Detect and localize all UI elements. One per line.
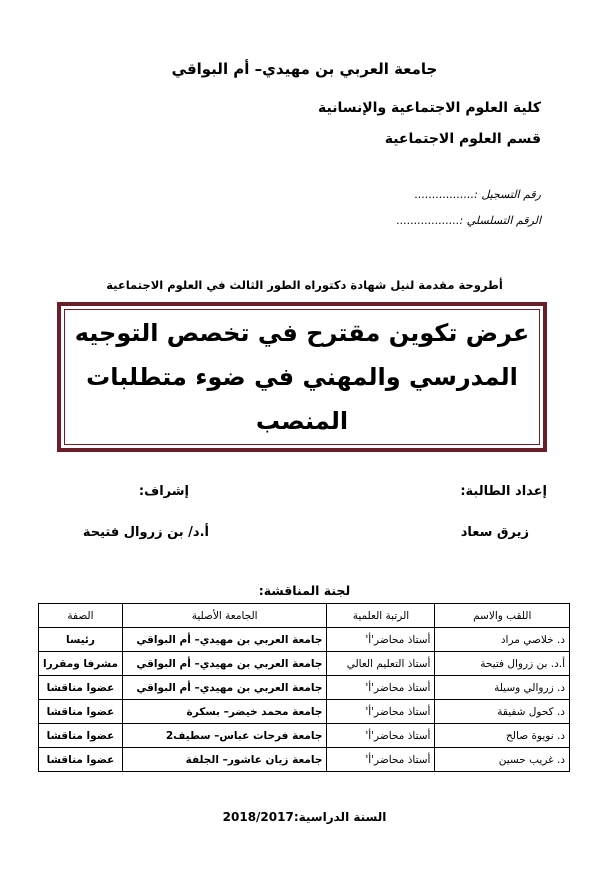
department-name: قسم العلوم الاجتماعية (384, 131, 541, 147)
member-rank: أستاذ محاضر'أ' (327, 676, 435, 700)
committee-header-row (39, 604, 570, 628)
committee-title: لجنة المناقشة: (258, 583, 351, 598)
member-name: د. كحول شفيقة (435, 700, 570, 724)
member-role: عضوا مناقشا (39, 748, 123, 772)
student-label: إعداد الطالبة: (460, 484, 547, 499)
member-name: د. نويوة صالح (435, 724, 570, 748)
member-rank: أستاذ محاضر'أ' (327, 628, 435, 652)
member-university: جامعة فرحات عباس– سطيف2 (122, 724, 326, 748)
member-university: جامعة العربي بن مهيدي– أم البواقي (122, 652, 326, 676)
serial-number: الرقم التسلسلي :.................. (396, 214, 541, 227)
member-role: رئيسا (39, 628, 123, 652)
member-name: د. خلاصي مراد (435, 628, 570, 652)
university-name: جامعة العربي بن مهيدي– أم البواقي (171, 60, 438, 78)
table-row (39, 724, 570, 748)
committee-table (38, 603, 570, 772)
header-role: الصفة (39, 604, 123, 628)
member-name: أ.د. بن زروال فتيحة (435, 652, 570, 676)
member-role: مشرفا ومقررا (39, 652, 123, 676)
table-row (39, 700, 570, 724)
member-university: جامعة العربي بن مهيدي– أم البواقي (122, 628, 326, 652)
header-rank: الرتبة العلمية (327, 604, 435, 628)
member-rank: أستاذ محاضر'أ' (327, 724, 435, 748)
student-name: زيرق سعاد (460, 525, 529, 540)
title-frame (57, 302, 547, 452)
member-rank: أستاذ محاضر'أ' (327, 748, 435, 772)
header-name: اللقب والاسم (435, 604, 570, 628)
supervisor-label: إشراف: (138, 484, 189, 499)
member-university: جامعة محمد خيضر– بسكرة (122, 700, 326, 724)
table-row (39, 628, 570, 652)
thesis-title-line-1: عرض تكوين مقترح في تخصص التوجيه (74, 319, 530, 347)
member-university: جامعة زيان عاشور– الجلفة (122, 748, 326, 772)
member-name: د. غريب حسين (435, 748, 570, 772)
registration-number: رقم التسجيل :................. (414, 188, 541, 201)
academic-year: السنة الدراسية:2018/2017 (222, 810, 387, 824)
table-row (39, 652, 570, 676)
member-rank: أستاذ محاضر'أ' (327, 700, 435, 724)
header-university: الجامعة الأصلية (122, 604, 326, 628)
member-university: جامعة العربي بن مهيدي– أم البواقي (122, 676, 326, 700)
member-name: د. زروالي وسيلة (435, 676, 570, 700)
supervisor-name: أ.د/ بن زروال فتيحة (82, 525, 209, 540)
member-role: عضوا مناقشا (39, 724, 123, 748)
faculty-name: كلية العلوم الاجتماعية والإنسانية (318, 100, 541, 116)
thesis-subtitle: أطروحة مقدمة لنيل شهادة دكتوراه الطور الثالث في العلوم الاجتماعية (106, 278, 503, 292)
member-role: عضوا مناقشا (39, 676, 123, 700)
member-rank: أستاذ التعليم العالي (327, 652, 435, 676)
table-row (39, 676, 570, 700)
member-role: عضوا مناقشا (39, 700, 123, 724)
title-frame-inner (64, 309, 540, 445)
table-row (39, 748, 570, 772)
thesis-title-line-2: المدرسي والمهني في ضوء متطلبات المنصب (86, 363, 518, 435)
